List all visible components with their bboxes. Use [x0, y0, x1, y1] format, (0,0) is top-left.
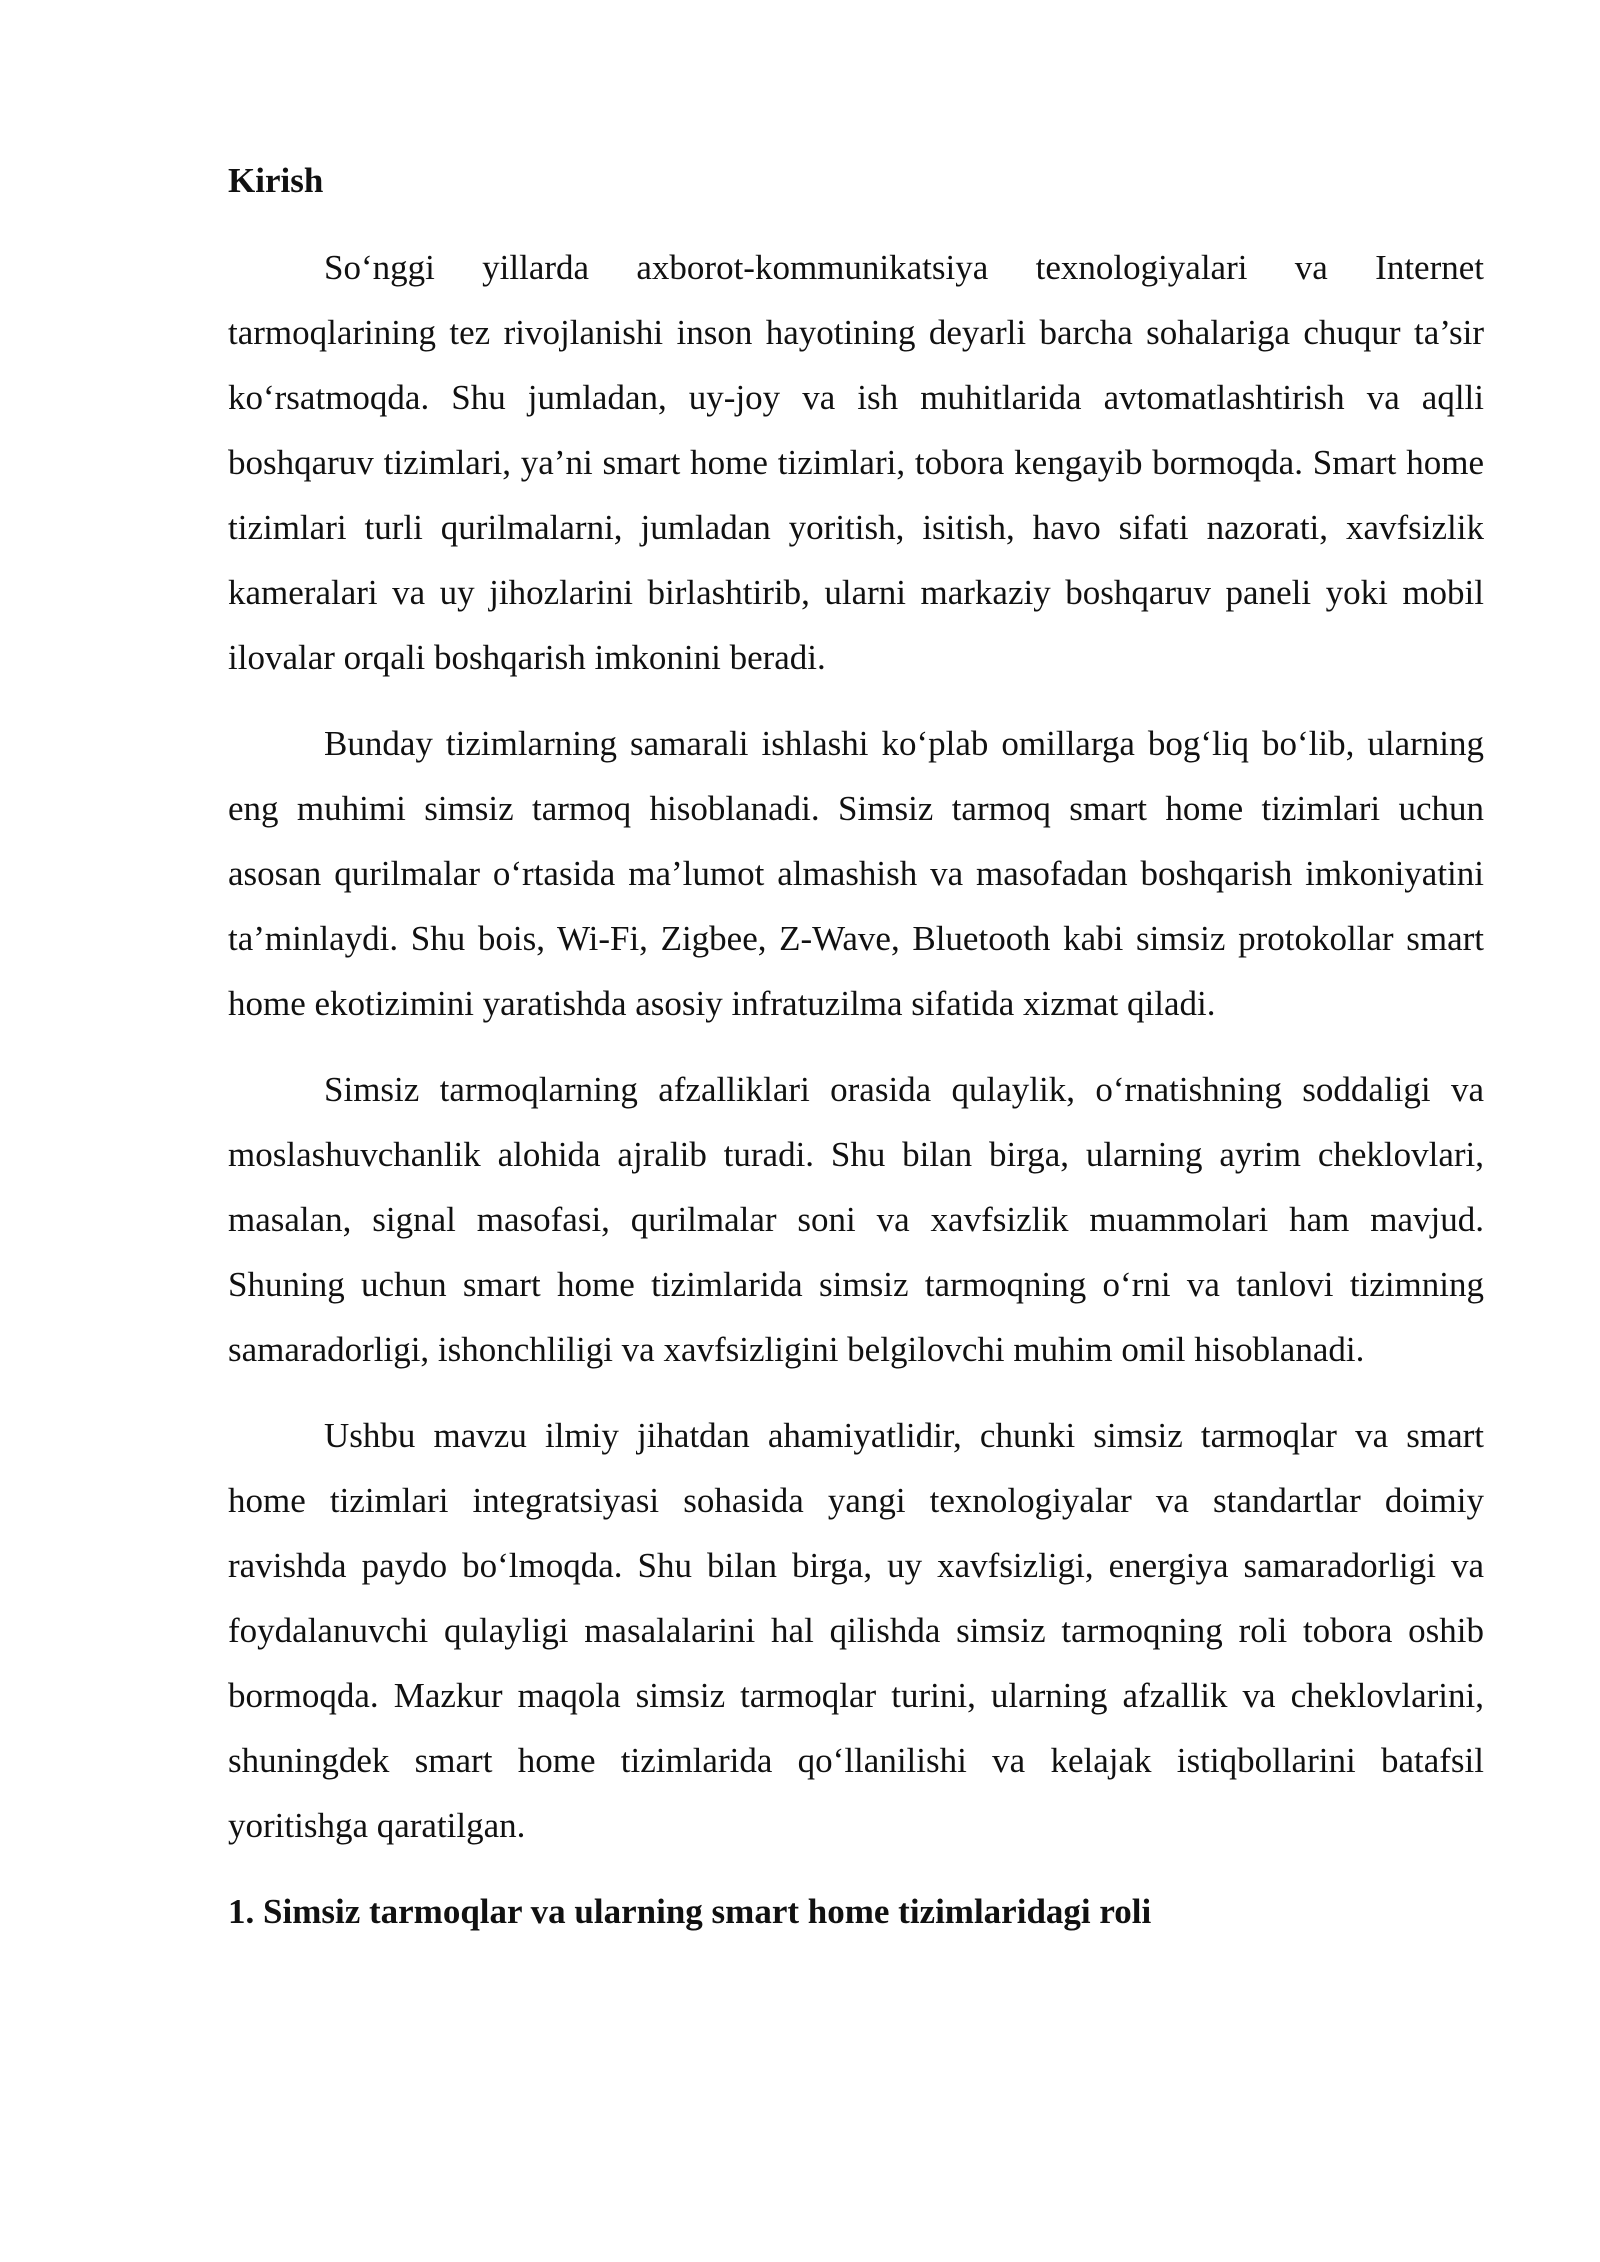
section-heading: 1. Simsiz tarmoqlar va ularning smart home tizimlaridagi roli [228, 1892, 1152, 1931]
document-body [228, 148, 1484, 1944]
paragraph-1: So‘nggi yillarda axborot-kommunikatsiya texnologiyalari va Internet tarmoqlarining tez rivojlanishi inson hayotining deyarli barcha sohalariga chuqur ta’sir ko‘rsatmoqda. Shu jumladan, uy-joy va ish muhitlarida avtomatlashtirish va aqlli boshqaruv tizimlari, ya’ni smart home tizimlari, tobora kengayib bormoqda. Smart home tizimlari turli qurilmalarni, jumladan yoritish, isitish, havo sifati nazorati, xavfsizlik kameralari va uy jihozlarini birlashtirib, ularni markaziy boshqaruv paneli yoki mobil ilovalar orqali boshqarish imkonini beradi. [228, 248, 1484, 677]
paragraph-2: Bunday tizimlarning samarali ishlashi ko‘plab omillarga bog‘liq bo‘lib, ularning eng muhimi simsiz tarmoq hisoblanadi. Simsiz tarmoq smart home tizimlari uchun asosan qurilmalar o‘rtasida ma’lumot almashish va masofadan boshqarish imkoniyatini ta’minlaydi. Shu bois, Wi-Fi, Zigbee, Z-Wave, Bluetooth kabi simsiz protokollar smart home ekotizimini yaratishda asosiy infratuzilma sifatida xizmat qiladi. [228, 724, 1484, 1023]
intro-heading: Kirish [228, 161, 324, 200]
paragraph-3: Simsiz tarmoqlarning afzalliklari orasida qulaylik, o‘rnatishning soddaligi va moslashuvchanlik alohida ajralib turadi. Shu bilan birga, ularning ayrim cheklovlari, masalan, signal masofasi, qurilmalar soni va xavfsizlik muammolari ham mavjud. Shuning uchun smart home tizimlarida simsiz tarmoqning o‘rni va tanlovi tizimning samaradorligi, ishonchliligi va xavfsizligini belgilovchi muhim omil hisoblanadi. [228, 1070, 1484, 1369]
paragraph-4: Ushbu mavzu ilmiy jihatdan ahamiyatlidir, chunki simsiz tarmoqlar va smart home tizimlari integratsiyasi sohasida yangi texnologiyalar va standartlar doimiy ravishda paydo bo‘lmoqda. Shu bilan birga, uy xavfsizligi, energiya samaradorligi va foydalanuvchi qulayligi masalalarini hal qilishda simsiz tarmoqning roli tobora oshib bormoqda. Mazkur maqola simsiz tarmoqlar turini, ularning afzallik va cheklovlarini, shuningdek smart home tizimlarida qo‘llanilishi va kelajak istiqbollarini batafsil yoritishga qaratilgan. [228, 1416, 1484, 1845]
